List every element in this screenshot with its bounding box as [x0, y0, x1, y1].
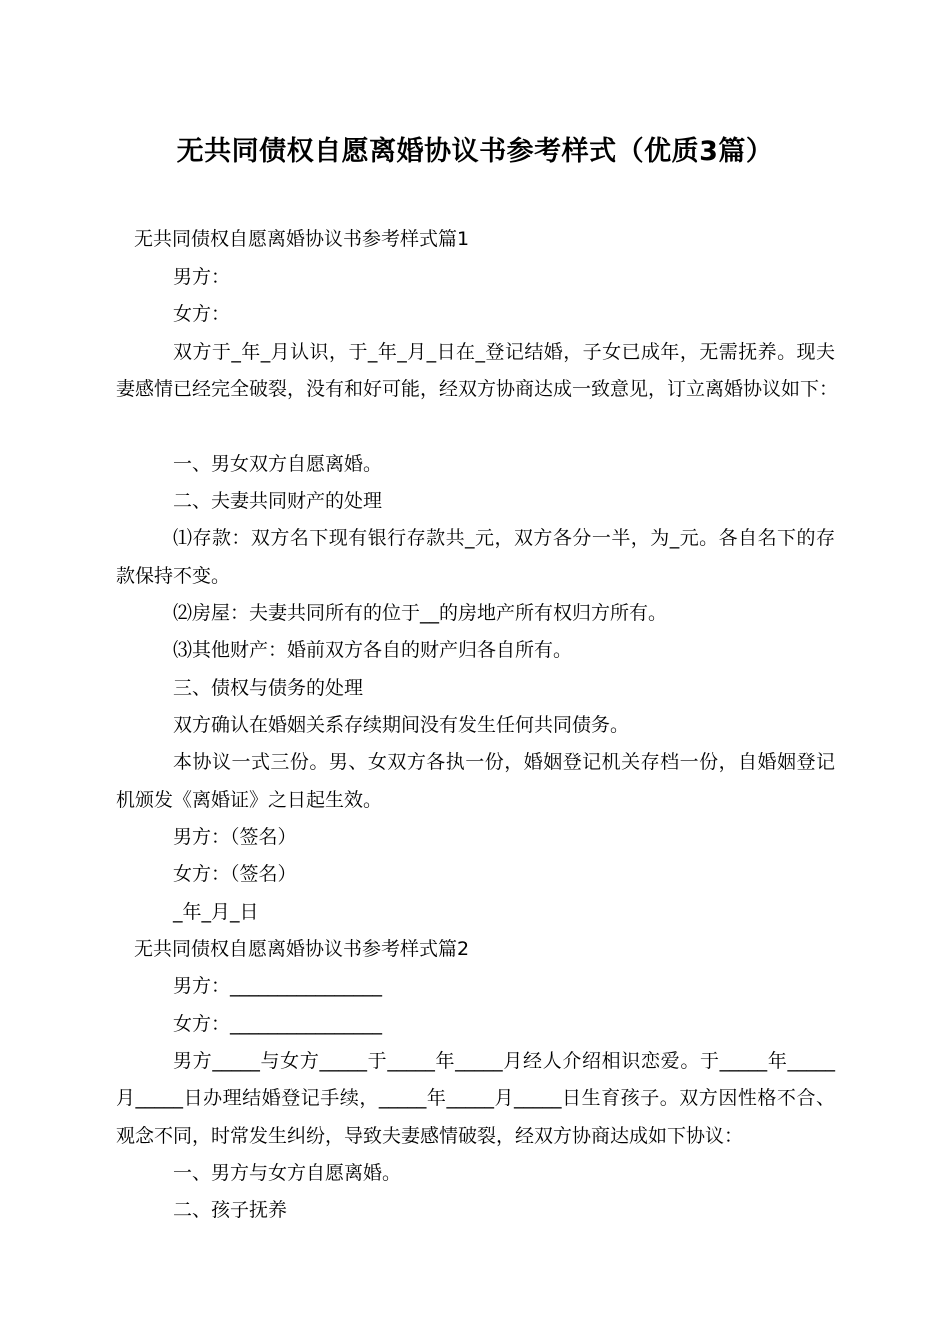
- document-title: 无共同债权自愿离婚协议书参考样式（优质3篇）: [176, 136, 774, 167]
- clause-line: 三、债权与债务的处理: [173, 677, 364, 699]
- clause-line: ⑶其他财产：婚前双方各自的财产归各自所有。: [173, 639, 573, 661]
- male-party-line: 男方：________________: [173, 975, 383, 997]
- paragraph-line: 本协议一式三份。男、女双方各执一份，婚姻登记机关存档一份，自婚姻登记: [173, 751, 835, 773]
- clause-line: 二、夫妻共同财产的处理: [173, 490, 383, 512]
- paragraph-line: 月_____日办理结婚登记手续，_____年_____月_____日生育孩子。双方因性格不合、: [116, 1087, 835, 1109]
- paragraph-line: 观念不同，时常发生纠纷，导致夫妻感情破裂，经双方协商达成如下协议：: [116, 1125, 744, 1147]
- clause-line: 一、男女双方自愿离婚。: [173, 453, 383, 475]
- paragraph-line: 妻感情已经完全破裂，没有和好可能，经双方协商达成一致意见，订立离婚协议如下：: [116, 378, 839, 400]
- clause-line: 一、男方与女方自愿离婚。: [173, 1162, 402, 1184]
- paragraph-line: 机颁发《离婚证》之日起生效。: [116, 789, 383, 811]
- paragraph-line: 款保持不变。: [116, 565, 231, 587]
- paragraph-line: 男方_____与女方_____于_____年_____月经人介绍相识恋爱。于_____年_____: [173, 1050, 835, 1072]
- clause-line: ⑵房屋：夫妻共同所有的位于__的房地产所有权归方所有。: [173, 602, 668, 624]
- male-party-label: 男方：: [173, 266, 231, 288]
- section-heading-2: 无共同债权自愿离婚协议书参考样式篇2: [134, 938, 470, 960]
- section-heading-1: 无共同债权自愿离婚协议书参考样式篇1: [134, 228, 470, 250]
- clause-line: 二、孩子抚养: [173, 1199, 288, 1221]
- female-party-label: 女方：: [173, 303, 231, 325]
- paragraph-line: 双方于_年_月认识，于_年_月_日在_登记结婚，子女已成年，无需抚养。现夫: [173, 341, 835, 363]
- clause-line: 双方确认在婚姻关系存续期间没有发生任何共同债务。: [173, 714, 630, 736]
- signature-line: 女方：（签名）: [173, 863, 297, 885]
- date-line: _年_月_日: [173, 901, 259, 923]
- paragraph-line: ⑴存款：双方名下现有银行存款共_元，双方各分一半，为_元。各自名下的存: [173, 527, 835, 549]
- signature-line: 男方：（签名）: [173, 826, 297, 848]
- female-party-line: 女方：________________: [173, 1013, 383, 1035]
